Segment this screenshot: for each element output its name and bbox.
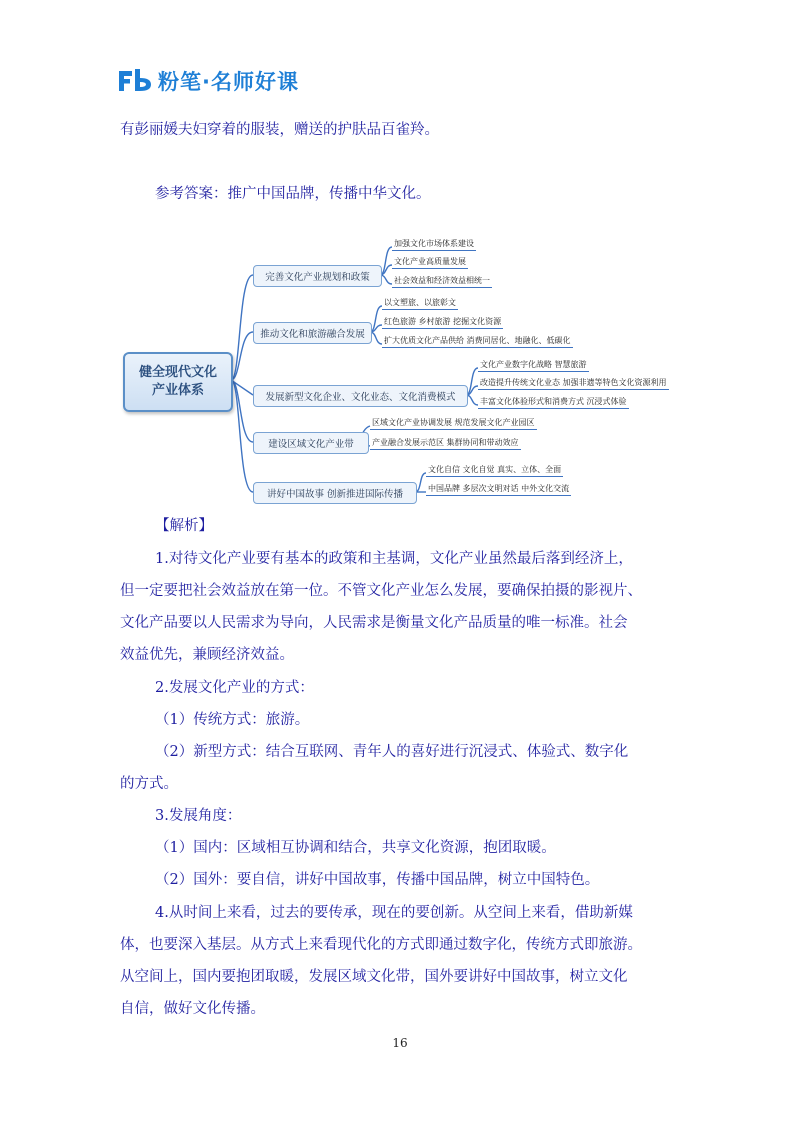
leaf: 中国品牌 多层次文明对话 中外文化交流: [426, 483, 571, 496]
analysis-heading: 【解析】: [155, 518, 213, 534]
page-number: 16: [392, 1036, 408, 1050]
leaf: 以文塑旅、以旅彰文: [382, 297, 458, 310]
analysis-line: 从空间上，国内要抱团取暖，发展区域文化带，国外要讲好中国故事，树立文化: [120, 969, 628, 985]
branch-new-culture-enterprise: 发展新型文化企业、文化业态、文化消费模式: [253, 385, 468, 407]
analysis-line: 自信，做好文化传播。: [120, 1001, 265, 1017]
analysis-line: 但一定要把社会效益放在第一位。不管文化产业怎么发展，要确保拍摄的影视片、: [120, 583, 642, 599]
leaf: 区域文化产业协调发展 规范发展文化产业园区: [370, 417, 537, 430]
leaf: 产业融合发展示范区 集群协同和带动效应: [370, 437, 521, 450]
analysis-line: 1.对待文化产业要有基本的政策和主基调，文化产业虽然最后落到经济上，: [155, 551, 633, 567]
analysis-line: （1）传统方式：旅游。: [155, 712, 310, 728]
branch-regional-industry-belt: 建设区域文化产业带: [253, 432, 369, 454]
leaf: 加强文化市场体系建设: [392, 238, 476, 251]
leaf: 丰富文化体验形式和消费方式 沉浸式体验: [478, 396, 629, 409]
leaf: 改造提升传统文化业态 加强非遗等特色文化资源利用: [478, 377, 669, 390]
leaf: 文化产业数字化战略 智慧旅游: [478, 359, 589, 372]
analysis-line: 体，也要深入基层。从方式上来看现代化的方式即通过数字化，传统方式即旅游。: [120, 937, 642, 953]
analysis-line: 效益优先，兼顾经济效益。: [120, 647, 294, 663]
center-line-2: 产业体系: [151, 383, 204, 398]
analysis-line: （1）国内：区域相互协调和结合，共享文化资源，抱团取暖。: [155, 840, 556, 856]
reference-answer: 参考答案：推广中国品牌，传播中华文化。: [155, 186, 431, 202]
analysis-line: 文化产品要以人民需求为导向，人民需求是衡量文化产品质量的唯一标准。社会: [120, 615, 628, 631]
analysis-line: 3.发展角度：: [155, 808, 242, 824]
leaf: 文化自信 文化自觉 真实、立体、全面: [426, 464, 563, 477]
analysis-line: （2）新型方式：结合互联网、青年人的喜好进行沉浸式、体验式、数字化: [155, 744, 629, 760]
leaf: 文化产业高质量发展: [392, 256, 468, 269]
leaf: 红色旅游 乡村旅游 挖掘文化资源: [382, 316, 503, 329]
branch-culture-tourism: 推动文化和旅游融合发展: [253, 322, 372, 344]
leaf: 扩大优质文化产品供给 消费同居化、地融化、低碳化: [382, 335, 573, 348]
logo-text: 粉笔·名师好课: [158, 70, 299, 94]
branch-planning-policy: 完善文化产业规划和政策: [253, 265, 382, 287]
analysis-line: 2.发展文化产业的方式：: [155, 680, 314, 696]
intro-line: 有彭丽媛夫妇穿着的服装，赠送的护肤品百雀羚。: [120, 122, 439, 138]
analysis-line: （2）国外：要自信，讲好中国故事，传播中国品牌，树立中国特色。: [155, 872, 600, 888]
mind-map: [120, 228, 680, 506]
brand-logo: [118, 66, 299, 96]
analysis-line: 的方式。: [120, 776, 178, 792]
center-line-1: 健全现代文化: [138, 365, 217, 380]
leaf: 社会效益和经济效益相统一: [392, 275, 492, 288]
fenbi-logo-icon: [118, 68, 152, 94]
analysis-line: 4.从时间上来看，过去的要传承，现在的要创新。从空间上来看，借助新媒: [155, 905, 633, 921]
branch-tell-china-story: 讲好中国故事 创新推进国际传播: [253, 482, 417, 504]
mind-map-center: [123, 352, 233, 412]
